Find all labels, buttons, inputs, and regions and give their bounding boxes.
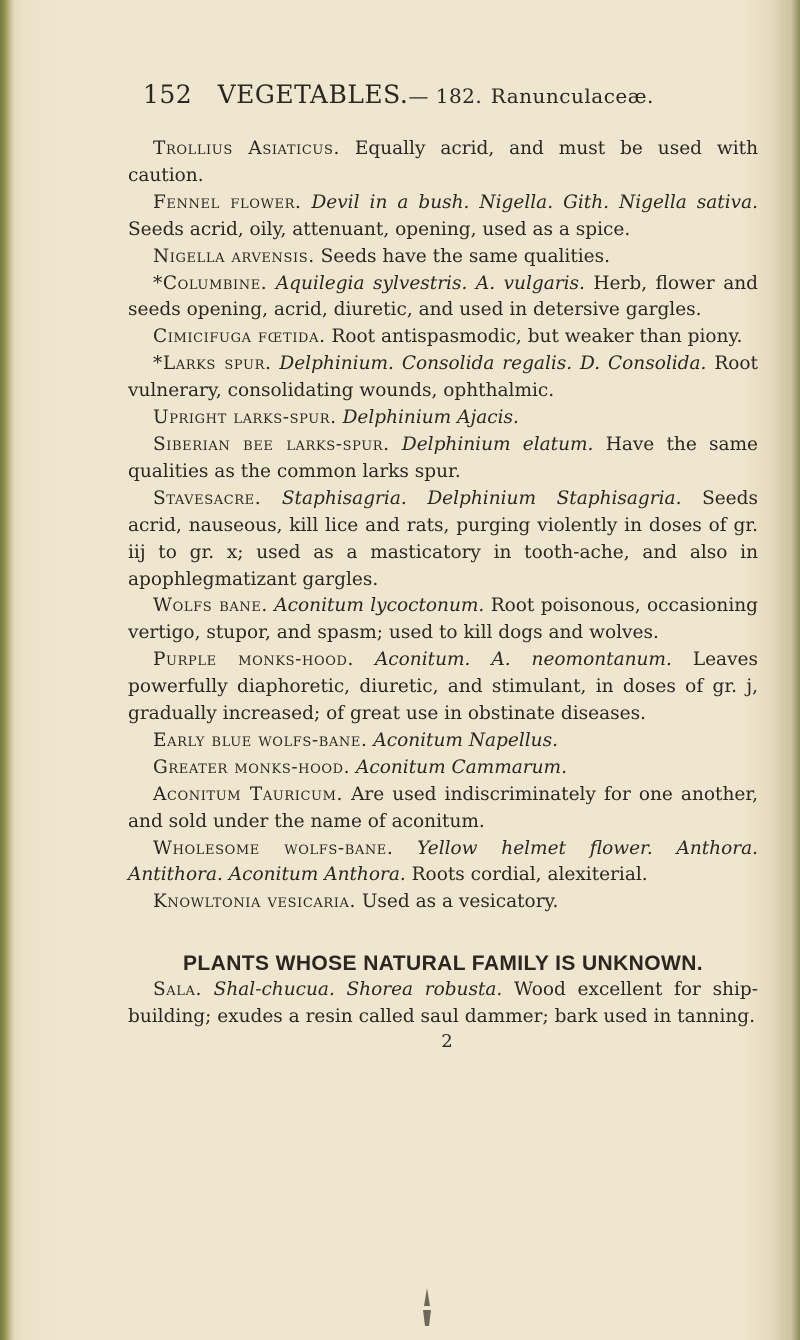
entry — [128, 889, 758, 916]
entry-name: Nigella arvensis. — [153, 245, 315, 267]
entry-latin-name: Devil in a bush. Nigella. Gith. Nigella sativa. — [311, 191, 758, 213]
entry-description: Root vulnerary, consolidating wounds, ophthalmic. — [128, 353, 758, 402]
entry-description: Wood excellent for ship-building; exudes a resin called saul dammer; bark used in tanning. — [128, 979, 758, 1028]
entry-latin-name: Delphinium. Consolida regalis. D. Consolida. — [279, 353, 707, 375]
entry — [128, 351, 758, 405]
entry-description: Seeds have the same qualities. — [320, 245, 611, 267]
entry-name: *Columbine. — [153, 272, 268, 294]
entry — [128, 755, 758, 782]
entry — [128, 271, 758, 325]
entry-description: Used as a vesicatory. — [361, 891, 559, 913]
entry — [128, 728, 758, 755]
entry-name: Trollius Asiaticus. — [153, 138, 340, 159]
entry-description: Root poisonous, occasioning vertigo, stupor, and spasm; used to kill dogs and wolves. — [128, 595, 758, 644]
entry-name: Aconitum Tauricum. — [153, 783, 343, 805]
entry-name: Upright larks-spur. — [153, 407, 337, 429]
section-heading: PLANTS WHOSE NATURAL FAMILY IS UNKNOWN. — [183, 952, 703, 976]
entry — [128, 593, 758, 647]
entry-latin-name: Yellow helmet flower. Anthora. Antithora. Aconitum Anthora. — [128, 837, 758, 886]
entry — [128, 244, 758, 271]
printer-mark-icon — [420, 1286, 434, 1328]
entry-description: Equally acrid, and must be used with caution. — [128, 138, 758, 186]
page-body — [128, 136, 758, 1053]
entry-name: Purple monks-hood. — [153, 649, 354, 671]
entry-latin-name: Delphinium Ajacis. — [342, 407, 519, 429]
entry — [128, 782, 758, 836]
section-number: — 182. — [408, 84, 483, 108]
entry-description: Herb, flower and seeds opening, acrid, diuretic, and used in detersive gargles. — [128, 272, 758, 321]
entry-name: Greater monks-hood. — [153, 756, 351, 778]
running-title: VEGETABLES. — [217, 80, 409, 109]
entry-name: Early blue wolfs-bane. — [153, 729, 368, 751]
page-edge-right — [790, 0, 800, 1340]
entry — [128, 324, 758, 351]
entry — [128, 136, 758, 190]
entry-description: Leaves powerfully diaphoretic, diuretic, and stimulant, in doses of gr. j, gradually increased; of great use in obstinate diseases. — [128, 649, 758, 725]
entry-latin-name: Shal-chucua. Shorea robusta. — [213, 979, 503, 1001]
entry-latin-name: Staphisagria. Delphinium Staphisagria. — [281, 487, 682, 509]
entry — [128, 977, 758, 1031]
entry-name: Wolfs bane. — [153, 595, 268, 617]
entry-description: Seeds acrid, oily, attenuant, opening, used as a spice. — [128, 218, 631, 240]
section-entry-list — [128, 977, 758, 1031]
entry-latin-name: Aconitum lycoctonum. — [274, 595, 485, 617]
signature-mark: 2 — [441, 1031, 453, 1053]
entry-description: Are used indiscriminately for one another, and sold under the name of aconitum. — [128, 783, 759, 832]
entry-latin-name: Aconitum Napellus. — [373, 729, 558, 751]
entry-description: Have the same qualities as the common larks spur. — [128, 433, 759, 482]
running-header — [143, 80, 654, 109]
entry-latin-name: Aconitum Cammarum. — [356, 756, 567, 778]
entry-description: Root antispasmodic, but weaker than piony. — [331, 326, 743, 348]
entry-name: Wholesome wolfs-bane. — [153, 837, 394, 859]
entry — [128, 405, 758, 432]
entry-description: Roots cordial, alexiterial. — [411, 864, 648, 886]
entry-latin-name: Delphinium elatum. — [401, 433, 594, 455]
entry-description: Seeds acrid, nauseous, kill lice and rats, purging violently in doses of gr. iij to gr. x; used as a masticatory in tooth-ache, and also in apophlegmatizant gargles. — [128, 487, 758, 590]
entry-name: Stavesacre. — [153, 487, 262, 509]
entry-name: Siberian bee larks-spur. — [153, 433, 390, 455]
entry — [128, 647, 758, 728]
entry — [128, 486, 758, 594]
entry — [128, 836, 758, 890]
page-number: 152 — [143, 80, 193, 109]
entry — [128, 432, 758, 486]
entry-latin-name: Aconitum. A. neomontanum. — [374, 649, 672, 671]
family-name: Ranunculaceæ. — [490, 84, 654, 108]
entry-name: Cimicifuga fœtida. — [153, 326, 326, 348]
entry-latin-name: Aquilegia sylvestris. A. vulgaris. — [275, 272, 585, 294]
entry — [128, 190, 758, 244]
page-edge-left — [0, 0, 14, 1340]
entry-name: Fennel flower. — [153, 191, 302, 213]
entry-name: Knowltonia vesicaria. — [153, 891, 356, 913]
entry-list — [128, 136, 758, 916]
entry-name: Sala. — [153, 979, 202, 1001]
entry-name: *Larks spur. — [153, 353, 272, 375]
